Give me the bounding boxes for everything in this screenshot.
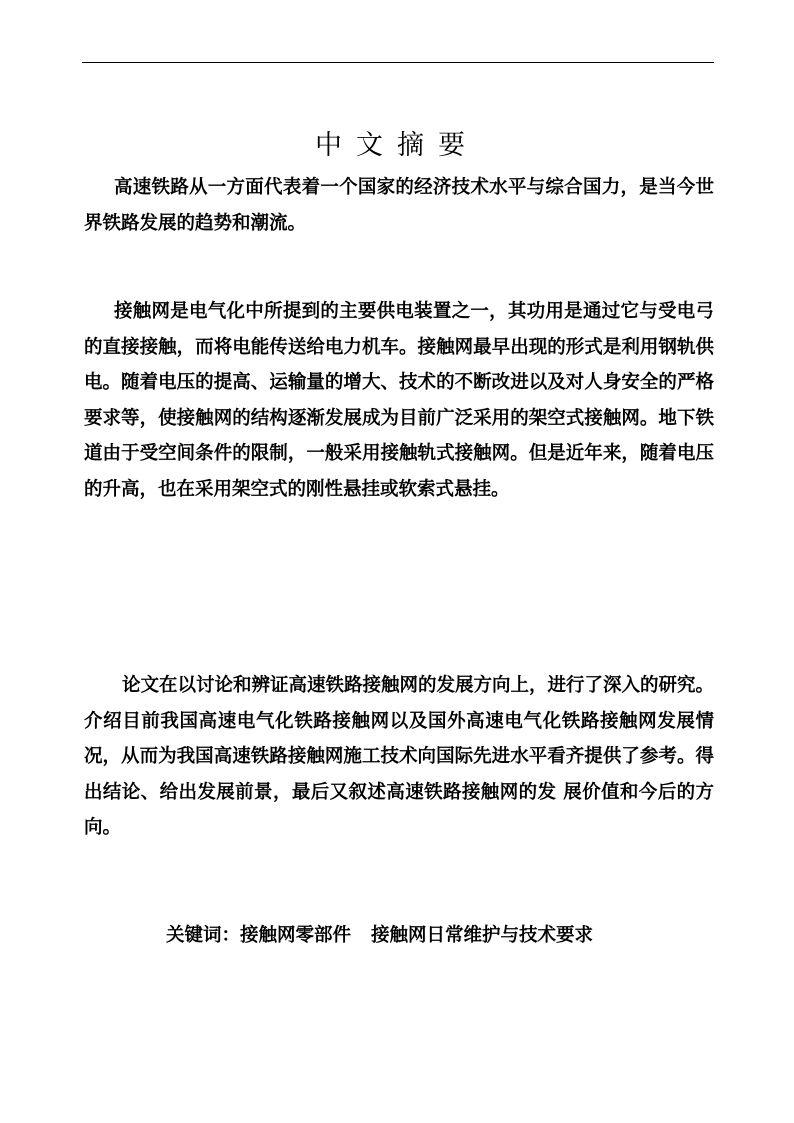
page-title: 中文摘要 (315, 130, 479, 161)
keywords-label: 关键词： (166, 925, 241, 946)
keywords-line (166, 918, 593, 953)
keyword-item: 接触网日常维护与技术要求 (371, 925, 594, 946)
header-rule (82, 62, 714, 63)
abstract-paragraph-2: 接触网是电气化中所提到的主要供电装置之一，其功用是通过它与受电弓的直接接触，而将电能传送给电力机车。接触网最早出现的形式是利用钢轨供电。随着电压的提高、运输量的增大、技术的不断改进以及对人身安全的严格要求等，使接触网的结构逐渐发展成为目前广泛采用的架空式接触网。地下铁道由于受空间条件的限制，一般采用接触轨式接触网。但是近年来，随着电压的升高，也在采用架空式的刚性悬挂或软索式悬挂。 (84, 301, 714, 500)
keyword-item: 接触网零部件 (240, 925, 352, 946)
abstract-paragraph-3: 论文在以讨论和辨证高速铁路接触网的发展方向上，进行了深入的研究。 介绍目前我国高速电气化铁路接触网以及国外高速电气化铁路接触网发展情况，从而为我国高速铁路接触网施工技术向国际先进水平看齐提供了参考。得出结论、给出发展前景，最后又叙述高速铁路接触网的发 展价值和今后的方向。 (84, 675, 715, 838)
abstract-paragraph-1: 高速铁路从一方面代表着一个国家的经济技术水平与综合国力，是当今世界铁路发展的趋势和潮流。 (84, 177, 714, 234)
